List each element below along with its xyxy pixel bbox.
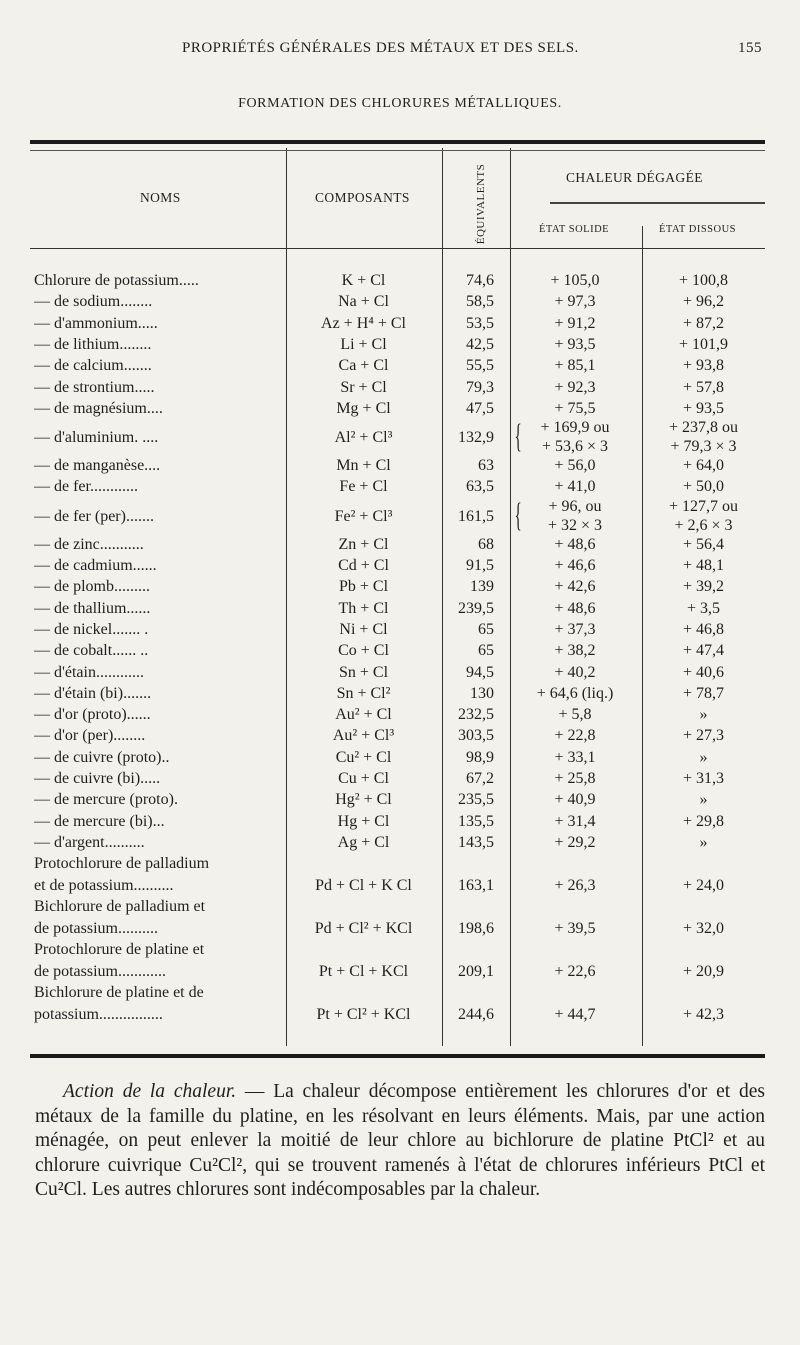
row-etat-solide: + 56,0 [554, 457, 596, 475]
row-equivalent: 303,5 [458, 727, 494, 745]
row-etat-solide: + 48,6 [554, 535, 596, 553]
row-equivalent: 94,5 [466, 663, 494, 681]
row-composants: Sn + Cl [338, 663, 389, 681]
table-row [30, 315, 765, 336]
header-equivalents [470, 162, 492, 252]
table-title: FORMATION DES CHLORURES MÉTALLIQUES. [238, 96, 562, 111]
row-etat-solide: + 38,2 [554, 642, 596, 660]
row-composants: Mg + Cl [336, 399, 391, 417]
row-etat-dissous: + 29,8 [682, 812, 725, 830]
row-name: — de mercure (bi)... [34, 812, 165, 830]
row-etat-solide-2: + 53,6 × 3 [541, 438, 609, 456]
table-row [30, 621, 765, 642]
row-etat-dissous: + 64,0 [682, 457, 725, 475]
row-etat-dissous: + 39,2 [682, 578, 725, 596]
row-name: — de thallium...... [34, 599, 151, 617]
table-row [30, 600, 765, 621]
row-name: — d'étain (bi)....... [34, 684, 152, 702]
table-row [30, 749, 765, 770]
row-etat-solide: + 75,5 [554, 399, 596, 417]
row-etat-solide: + 31,4 [554, 812, 596, 830]
header-bottom-rule [30, 248, 765, 249]
row-composants: Cd + Cl [338, 557, 389, 574]
row-etat-dissous: + 78,7 [682, 684, 725, 702]
table-row [30, 706, 765, 727]
row-equivalent: 239,5 [458, 599, 494, 617]
row-etat-solide: + 41,0 [554, 478, 596, 496]
row-etat-dissous: + 46,8 [682, 620, 725, 638]
paragraph-text [35, 1080, 765, 1203]
row-equivalent: 42,5 [466, 335, 494, 353]
table-row [30, 770, 765, 791]
row-etat-dissous: + 87,2 [682, 314, 725, 332]
row-composants: Au² + Cl³ [332, 727, 395, 745]
row-name: — de manganèse.... [34, 457, 161, 475]
row-etat-dissous: + 40,6 [682, 663, 725, 681]
row-composants: Mn + Cl [336, 457, 391, 475]
row-name: — de fer............ [34, 478, 138, 496]
row-etat-solide: + 39,5 [554, 920, 596, 938]
row-equivalent: 244,6 [458, 1006, 494, 1024]
row-name: — de zinc........... [34, 535, 144, 553]
running-title: PROPRIÉTÉS GÉNÉRALES DES MÉTAUX ET DES SELS. [182, 40, 579, 56]
row-etat-dissous: + 48,1 [682, 557, 725, 574]
row-etat-solide: + 22,6 [554, 963, 596, 981]
row-name: Protochlorure de platine et [34, 941, 205, 959]
row-etat-solide: + 91,2 [554, 314, 596, 332]
row-composants: Pt + Cl + KCl [318, 963, 409, 981]
row-name: — de strontium..... [34, 378, 155, 396]
row-name: — de cobalt...... .. [34, 642, 149, 660]
row-name: — d'argent.......... [34, 833, 145, 851]
table-row [30, 813, 765, 834]
row-composants: Zn + Cl [338, 535, 389, 553]
row-equivalent: 63,5 [466, 478, 494, 496]
row-etat-dissous: + 31,3 [682, 770, 725, 787]
row-etat-solide: + 33,1 [554, 748, 596, 766]
row-name: — d'ammonium..... [34, 314, 158, 332]
row-equivalent: 209,1 [458, 963, 494, 981]
row-equivalent: 55,5 [466, 357, 494, 375]
table-row [30, 791, 765, 812]
row-etat-dissous: + 27,3 [682, 727, 725, 745]
row-etat-solide: + 42,6 [554, 578, 596, 596]
table-row [30, 357, 765, 378]
row-etat-solide: + 37,3 [554, 620, 596, 638]
row-equivalent: 53,5 [466, 314, 494, 332]
body-paragraph [35, 1080, 765, 1203]
row-etat-solide: + 40,2 [554, 663, 596, 681]
row-equivalent: 132,9 [458, 429, 494, 447]
row-etat-dissous: » [699, 706, 708, 724]
row-etat-dissous: + 127,7 ou [668, 497, 739, 515]
table-row [30, 457, 765, 478]
row-etat-dissous: + 93,8 [682, 357, 725, 375]
row-composants: Na + Cl [338, 293, 389, 311]
row-name: — de magnésium.... [34, 399, 163, 417]
header-etat-dissous: ÉTAT DISSOUS [659, 224, 737, 235]
row-name: — de lithium........ [34, 335, 152, 353]
row-equivalent: 58,5 [466, 293, 494, 311]
row-equivalent: 232,5 [458, 706, 494, 724]
row-etat-solide: + 46,6 [554, 557, 596, 574]
brace-icon: { [514, 418, 522, 456]
row-etat-dissous-2: + 2,6 × 3 [674, 516, 733, 534]
row-etat-dissous-2: + 79,3 × 3 [670, 438, 737, 456]
row-equivalent: 135,5 [458, 812, 494, 830]
table-row [30, 418, 765, 457]
row-composants: Au² + Cl [335, 706, 392, 724]
header-noms: NOMS [140, 190, 181, 205]
row-name: Bichlorure de palladium et [34, 898, 206, 916]
header-top-rule [30, 150, 765, 151]
row-etat-dissous: + 24,0 [682, 877, 725, 895]
row-equivalent: 74,6 [466, 272, 494, 289]
table-row [30, 293, 765, 314]
table-row [30, 272, 765, 293]
row-composants: Ca + Cl [338, 357, 389, 375]
row-equivalent: 198,6 [458, 920, 494, 938]
row-composants: Az + H⁴ + Cl [321, 314, 406, 332]
row-name: Protochlorure de palladium [34, 855, 210, 873]
row-composants: Fe + Cl [339, 478, 388, 496]
row-etat-solide: + 48,6 [554, 599, 596, 617]
row-etat-solide: + 25,8 [554, 770, 596, 787]
row-etat-solide: + 5,8 [558, 706, 592, 724]
chaleur-underline [550, 202, 765, 204]
row-name: — de mercure (proto). [34, 791, 178, 809]
paragraph-body: — La chaleur décompose entièrement les chlorures d'or et des métaux de la famille du platine, en les résolvant en leurs éléments. Mais, par une action ménagée, on peut enlever la moitié de leur chlore au bichlorure de platine PtCl² et au chlorure cuivrique Cu²Cl², qui se trouvent ramenés à l'état de chlorures inférieurs PtCl et Cu²Cl. Les autres chlorures sont indécomposables par la chaleur. [35, 1081, 765, 1200]
row-etat-solide: + 22,8 [554, 727, 596, 745]
row-name: — de calcium....... [34, 357, 152, 375]
table-row [30, 685, 765, 706]
row-composants: Sr + Cl [340, 378, 387, 396]
row-name: — d'aluminium. .... [34, 429, 159, 447]
row-equivalent: 79,3 [466, 378, 494, 396]
row-etat-solide-2: + 32 × 3 [547, 516, 603, 534]
row-etat-dissous: + 32,0 [682, 920, 725, 938]
table-row [30, 336, 765, 357]
row-etat-solide: + 26,3 [554, 877, 596, 895]
row-name: — d'or (per)........ [34, 727, 146, 745]
row-etat-dissous: + 56,4 [682, 535, 725, 553]
table-row [30, 855, 765, 898]
row-equivalent: 63 [478, 457, 494, 475]
row-composants: Pt + Cl² + KCl [316, 1006, 411, 1024]
row-equivalent: 67,2 [466, 770, 494, 787]
row-etat-dissous: + 93,5 [682, 399, 725, 417]
paragraph-lead: Action de la chaleur. [63, 1081, 237, 1102]
table-row [30, 536, 765, 557]
header-chaleur: CHALEUR DÉGAGÉE [566, 170, 703, 185]
row-etat-dissous: + 47,4 [682, 642, 725, 660]
table-row [30, 400, 765, 421]
row-etat-solide: + 97,3 [554, 293, 596, 311]
row-composants: Co + Cl [338, 642, 389, 660]
table-row [30, 557, 765, 578]
row-equivalent: 130 [470, 684, 494, 702]
row-etat-solide: + 105,0 [550, 272, 600, 289]
table-row [30, 642, 765, 663]
row-name: — de cadmium...... [34, 557, 157, 574]
row-composants: Li + Cl [340, 335, 387, 353]
row-etat-dissous: + 96,2 [682, 293, 725, 311]
row-equivalent: 65 [478, 642, 494, 660]
row-composants: Pb + Cl [338, 578, 389, 596]
row-etat-solide: + 92,3 [554, 378, 596, 396]
table-row [30, 578, 765, 599]
row-etat-dissous: + 3,5 [686, 599, 721, 617]
table-row [30, 379, 765, 400]
row-etat-solide: + 96, ou [548, 497, 602, 515]
row-name: — d'étain............ [34, 663, 144, 681]
row-etat-solide: + 85,1 [554, 357, 596, 375]
row-composants: Pd + Cl² + KCl [314, 920, 413, 938]
row-name: — de nickel....... . [34, 620, 149, 638]
row-equivalent: 47,5 [466, 399, 494, 417]
row-etat-solide: + 29,2 [554, 833, 596, 851]
row-etat-dissous: + 100,8 [678, 272, 729, 289]
table-row [30, 898, 765, 941]
row-etat-dissous: + 237,8 ou [668, 419, 739, 437]
row-name-continued: et de potassium.......... [34, 877, 174, 895]
row-etat-solide: + 64,6 (liq.) [536, 684, 614, 702]
row-equivalent: 163,1 [458, 877, 494, 895]
row-etat-dissous: + 101,9 [678, 335, 729, 353]
row-composants: Cu + Cl [338, 770, 389, 787]
row-equivalent: 65 [478, 620, 494, 638]
row-composants: Th + Cl [338, 599, 389, 617]
row-composants: Pd + Cl + K Cl [315, 877, 412, 895]
row-name: Chlorure de potassium..... [34, 272, 199, 289]
running-head [0, 40, 800, 64]
row-name: — de sodium........ [34, 293, 153, 311]
row-equivalent: 68 [478, 535, 494, 553]
row-composants: Al² + Cl³ [334, 429, 393, 447]
row-etat-solide: + 44,7 [554, 1006, 596, 1024]
row-name-continued: de potassium.......... [34, 920, 158, 938]
row-etat-solide: + 93,5 [554, 335, 596, 353]
row-etat-dissous: + 57,8 [682, 378, 725, 396]
table-row [30, 727, 765, 748]
row-name-continued: potassium................ [34, 1006, 163, 1024]
page-number: 155 [738, 40, 762, 56]
header-equivalents-label: ÉQUIVALENTS [475, 163, 487, 245]
chlorides-table [30, 140, 765, 1058]
row-name: — d'or (proto)...... [34, 706, 151, 724]
row-composants: Ni + Cl [339, 620, 388, 638]
row-equivalent: 235,5 [458, 791, 494, 809]
row-equivalent: 98,9 [466, 748, 494, 766]
row-composants: Sn + Cl² [336, 684, 391, 702]
row-composants: Hg² + Cl [335, 791, 392, 809]
row-etat-dissous: » [699, 791, 708, 809]
row-composants: Hg + Cl [337, 812, 390, 830]
row-etat-dissous: + 50,0 [682, 478, 725, 496]
table-row [30, 984, 765, 1027]
table-row [30, 664, 765, 685]
row-name: — de cuivre (proto).. [34, 748, 170, 766]
row-name: — de cuivre (bi)..... [34, 770, 161, 787]
row-etat-solide: + 40,9 [554, 791, 596, 809]
row-equivalent: 161,5 [458, 507, 494, 525]
row-equivalent: 143,5 [458, 833, 494, 851]
row-etat-dissous: » [699, 748, 708, 766]
row-composants: Fe² + Cl³ [334, 507, 393, 525]
row-composants: K + Cl [341, 272, 386, 289]
row-equivalent: 139 [470, 578, 494, 596]
row-name: — de fer (per)....... [34, 507, 154, 525]
header-etat-solide: ÉTAT SOLIDE [539, 224, 610, 235]
table-row [30, 834, 765, 855]
table-row [30, 941, 765, 984]
row-name-continued: de potassium............ [34, 963, 166, 981]
row-equivalent: 91,5 [466, 557, 494, 574]
row-etat-dissous: + 42,3 [682, 1006, 725, 1024]
table-row [30, 478, 765, 499]
row-etat-solide: + 169,9 ou [540, 419, 610, 437]
header-composants: COMPOSANTS [315, 190, 410, 205]
row-composants: Ag + Cl [337, 833, 390, 851]
row-name: Bichlorure de platine et de [34, 984, 204, 1002]
brace-icon: { [514, 496, 522, 534]
table-row [30, 496, 765, 536]
row-name: — de plomb......... [34, 578, 150, 596]
row-etat-dissous: » [699, 833, 708, 851]
row-composants: Cu² + Cl [335, 748, 392, 766]
row-etat-dissous: + 20,9 [682, 963, 725, 981]
